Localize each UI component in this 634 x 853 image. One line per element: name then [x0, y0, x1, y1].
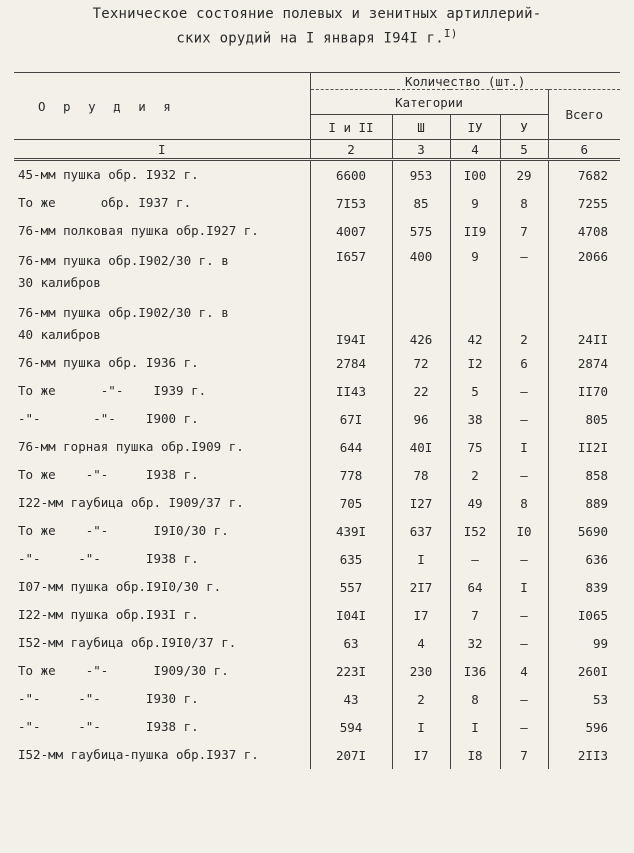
total-value: I065	[548, 601, 620, 629]
cat-5-value: 7	[500, 217, 548, 245]
table-body	[14, 160, 620, 770]
column-number: 2	[310, 140, 392, 160]
table-row	[14, 741, 620, 769]
gun-name: -"- -"- I938 г.	[18, 719, 199, 734]
cat-3-value: I7	[392, 741, 450, 769]
cat-4-value: 49	[450, 489, 500, 517]
gun-name: I07-мм пушка обр.I9I0/30 г.	[18, 579, 222, 594]
total-value: 99	[548, 629, 620, 657]
cat-5-value: 4	[500, 657, 548, 685]
cat-5-value: –	[500, 713, 548, 741]
title-footnote-mark: I)	[443, 27, 458, 40]
column-number-row	[14, 140, 620, 160]
table-row	[14, 377, 620, 405]
table-row	[14, 629, 620, 657]
gun-name: 76-мм полковая пушка обр.I927 г.	[18, 223, 259, 238]
header-cat-4: IУ	[450, 115, 500, 140]
total-value: 2066	[548, 245, 620, 299]
header-guns: О р у д и я	[14, 73, 310, 140]
cat-3-value: I27	[392, 489, 450, 517]
table-row	[14, 657, 620, 685]
cat-5-value: –	[500, 377, 548, 405]
cat-5-value: I	[500, 573, 548, 601]
cat-5-value: 29	[500, 160, 548, 190]
header-total: Всего	[548, 90, 620, 140]
cat-4-value: I2	[450, 349, 500, 377]
total-value: 24II	[548, 299, 620, 349]
cat-5-value: –	[500, 685, 548, 713]
cat-4-value: I52	[450, 517, 500, 545]
total-value: 53	[548, 685, 620, 713]
cat-4-value: 32	[450, 629, 500, 657]
cat-1-2-value: I657	[310, 245, 392, 299]
cat-1-2-value: II43	[310, 377, 392, 405]
gun-name: То же -"- I9I0/30 г.	[18, 523, 229, 538]
cat-5-value: –	[500, 461, 548, 489]
cat-5-value: 8	[500, 189, 548, 217]
title-line-1: Техническое состояние полевых и зенитных артиллерий-	[92, 6, 542, 22]
cat-5-value: I	[500, 433, 548, 461]
total-value: 7682	[548, 160, 620, 190]
table-row	[14, 433, 620, 461]
cat-3-value: 400	[392, 245, 450, 299]
cat-1-2-value: 2784	[310, 349, 392, 377]
cat-4-value: II9	[450, 217, 500, 245]
table-row	[14, 517, 620, 545]
table-row	[14, 545, 620, 573]
cat-1-2-value: 4007	[310, 217, 392, 245]
cat-3-value: 637	[392, 517, 450, 545]
cat-3-value: 96	[392, 405, 450, 433]
table-row	[14, 489, 620, 517]
cat-4-value: 75	[450, 433, 500, 461]
cat-1-2-value: 207I	[310, 741, 392, 769]
gun-name: I52-мм гаубица обр.I9I0/37 г.	[18, 635, 237, 650]
title-line-2-text: ских орудий на I января I94I г.	[176, 30, 444, 47]
page-title	[0, 4, 634, 49]
header-categories: Категории	[310, 90, 548, 115]
gun-name: То же обр. I937 г.	[18, 195, 192, 210]
table-row	[14, 299, 620, 349]
table-header	[14, 73, 620, 160]
cat-1-2-value: 557	[310, 573, 392, 601]
column-number: 6	[548, 140, 620, 160]
cat-1-2-value: 63	[310, 629, 392, 657]
table-row	[14, 217, 620, 245]
gun-name: I22-мм гаубица обр. I909/37 г.	[18, 495, 244, 510]
gun-name: 45-мм пушка обр. I932 г.	[18, 167, 199, 182]
cat-4-value: 8	[450, 685, 500, 713]
total-value: 839	[548, 573, 620, 601]
gun-name: 76-мм пушка обр.I902/30 г. в 30 калибров	[18, 253, 229, 290]
cat-4-value: 9	[450, 245, 500, 299]
cat-1-2-value: 644	[310, 433, 392, 461]
column-number: 4	[450, 140, 500, 160]
gun-name: -"- -"- I938 г.	[18, 551, 199, 566]
cat-3-value: 2I7	[392, 573, 450, 601]
column-number: 5	[500, 140, 548, 160]
total-value: 260I	[548, 657, 620, 685]
cat-4-value: 9	[450, 189, 500, 217]
cat-3-value: 4	[392, 629, 450, 657]
cat-3-value: 953	[392, 160, 450, 190]
cat-4-value: I	[450, 713, 500, 741]
cat-3-value: 2	[392, 685, 450, 713]
total-value: 5690	[548, 517, 620, 545]
cat-4-value: 64	[450, 573, 500, 601]
cat-1-2-value: I94I	[310, 299, 392, 349]
cat-1-2-value: 439I	[310, 517, 392, 545]
cat-5-value: –	[500, 629, 548, 657]
cat-3-value: I7	[392, 601, 450, 629]
gun-name: 76-мм горная пушка обр.I909 г.	[18, 439, 244, 454]
total-value: 636	[548, 545, 620, 573]
gun-name: -"- -"- I930 г.	[18, 691, 199, 706]
cat-5-value: 8	[500, 489, 548, 517]
cat-4-value: I00	[450, 160, 500, 190]
cat-5-value: –	[500, 245, 548, 299]
cat-3-value: 40I	[392, 433, 450, 461]
gun-name: I52-мм гаубица-пушка обр.I937 г.	[18, 747, 259, 762]
cat-5-value: –	[500, 601, 548, 629]
table-row	[14, 461, 620, 489]
cat-5-value: 2	[500, 299, 548, 349]
cat-5-value: 6	[500, 349, 548, 377]
table-row	[14, 573, 620, 601]
cat-1-2-value: 778	[310, 461, 392, 489]
cat-3-value: I	[392, 713, 450, 741]
header-cat-3: Ш	[392, 115, 450, 140]
cat-1-2-value: I04I	[310, 601, 392, 629]
header-cat-1-2: I и II	[310, 115, 392, 140]
cat-1-2-value: 705	[310, 489, 392, 517]
header-cat-5: У	[500, 115, 548, 140]
cat-4-value: 5	[450, 377, 500, 405]
gun-name: То же -"- I938 г.	[18, 467, 199, 482]
cat-1-2-value: 635	[310, 545, 392, 573]
total-value: 889	[548, 489, 620, 517]
cat-3-value: I	[392, 545, 450, 573]
artillery-condition-table	[14, 72, 620, 769]
cat-4-value: I8	[450, 741, 500, 769]
cat-4-value: I36	[450, 657, 500, 685]
total-value: II2I	[548, 433, 620, 461]
table-row	[14, 349, 620, 377]
cat-1-2-value: 223I	[310, 657, 392, 685]
cat-4-value: 2	[450, 461, 500, 489]
column-number: 3	[392, 140, 450, 160]
cat-1-2-value: 7I53	[310, 189, 392, 217]
column-number: I	[14, 140, 310, 160]
total-value: 805	[548, 405, 620, 433]
header-quantity: Количество (шт.)	[310, 73, 620, 90]
table-row	[14, 160, 620, 190]
total-value: 596	[548, 713, 620, 741]
cat-3-value: 426	[392, 299, 450, 349]
gun-name: -"- -"- I900 г.	[18, 411, 199, 426]
total-value: 7255	[548, 189, 620, 217]
cat-4-value: –	[450, 545, 500, 573]
table-row	[14, 601, 620, 629]
title-line-2	[0, 24, 634, 49]
gun-name: I22-мм пушка обр.I93I г.	[18, 607, 199, 622]
cat-3-value: 22	[392, 377, 450, 405]
cat-5-value: I0	[500, 517, 548, 545]
cat-5-value: –	[500, 405, 548, 433]
cat-4-value: 7	[450, 601, 500, 629]
cat-5-value: –	[500, 545, 548, 573]
cat-1-2-value: 67I	[310, 405, 392, 433]
table-row	[14, 245, 620, 299]
cat-3-value: 78	[392, 461, 450, 489]
table-row	[14, 685, 620, 713]
total-value: 858	[548, 461, 620, 489]
total-value: 2874	[548, 349, 620, 377]
gun-name: То же -"- I909/30 г.	[18, 663, 229, 678]
cat-4-value: 42	[450, 299, 500, 349]
cat-3-value: 72	[392, 349, 450, 377]
cat-3-value: 575	[392, 217, 450, 245]
cat-3-value: 85	[392, 189, 450, 217]
total-value: II70	[548, 377, 620, 405]
cat-5-value: 7	[500, 741, 548, 769]
cat-3-value: 230	[392, 657, 450, 685]
cat-1-2-value: 43	[310, 685, 392, 713]
cat-1-2-value: 594	[310, 713, 392, 741]
gun-name: 76-мм пушка обр.I902/30 г. в 40 калибров	[18, 305, 229, 342]
gun-name: То же -"- I939 г.	[18, 383, 207, 398]
cat-4-value: 38	[450, 405, 500, 433]
total-value: 2II3	[548, 741, 620, 769]
gun-name: 76-мм пушка обр. I936 г.	[18, 355, 199, 370]
cat-1-2-value: 6600	[310, 160, 392, 190]
total-value: 4708	[548, 217, 620, 245]
table-row	[14, 713, 620, 741]
table-row	[14, 405, 620, 433]
table-row	[14, 189, 620, 217]
